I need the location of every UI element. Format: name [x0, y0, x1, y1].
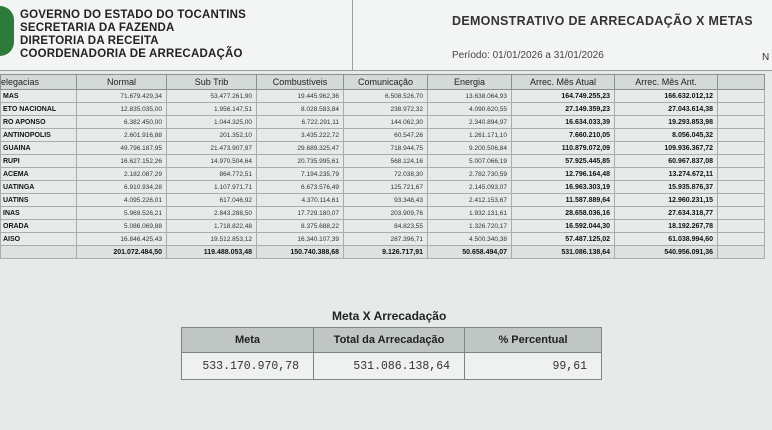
- cell-sub-trib: 21.473.907,97: [167, 142, 257, 155]
- col-header-comunicacao: Comunicação: [344, 75, 428, 90]
- cell-sub-trib: 53.477.261,90: [167, 90, 257, 103]
- cell-sub-trib: 201.352,10: [167, 129, 257, 142]
- col-header-sub-trib: Sub Trib: [167, 75, 257, 90]
- cell-arrec-mes-atual: 16.963.303,19: [512, 181, 615, 194]
- cell-arrec-mes-atual: 7.660.210,05: [512, 129, 615, 142]
- cell-combustiveis: 29.689.325,47: [257, 142, 344, 155]
- cell-energia: 2.145.093,07: [428, 181, 512, 194]
- cell-normal: 6.910.934,28: [77, 181, 167, 194]
- meta-header-meta: Meta: [182, 328, 314, 353]
- cell-arrec-mes-ant: 27.634.318,77: [615, 207, 718, 220]
- cell-normal: 2.601.916,88: [77, 129, 167, 142]
- report-header: [0, 0, 772, 71]
- cell-blank: [718, 194, 765, 207]
- cell-combustiveis: 7.194.235,79: [257, 168, 344, 181]
- cell-blank: [718, 142, 765, 155]
- organization-block: [20, 9, 246, 61]
- cell-delegacia: ANTINOPOLIS: [1, 129, 77, 142]
- total-normal: 201.072.484,50: [77, 246, 167, 259]
- cell-sub-trib: 1.718.822,48: [167, 220, 257, 233]
- total-arrec-mes-atual: 531.086.138,64: [512, 246, 615, 259]
- cell-delegacia: ETO NACIONAL: [1, 103, 77, 116]
- edge-mark: N: [762, 52, 770, 63]
- cell-sub-trib: 19.512.853,12: [167, 233, 257, 246]
- col-header-arrec-mes-ant: Arrec. Mês Ant.: [615, 75, 718, 90]
- cell-energia: 2.340.894,97: [428, 116, 512, 129]
- cell-comunicacao: 84.823,55: [344, 220, 428, 233]
- meta-header-percent: % Percentual: [465, 328, 602, 353]
- org-line-directorate: DIRETORIA DA RECEITA: [20, 35, 159, 47]
- cell-normal: 49.796.187,95: [77, 142, 167, 155]
- cell-delegacia: UATINGA: [1, 181, 77, 194]
- col-header-arrec-mes-atual: Arrec. Mês Atual: [512, 75, 615, 90]
- cell-delegacia: INAS: [1, 207, 77, 220]
- cell-comunicacao: 6.508.526,70: [344, 90, 428, 103]
- cell-arrec-mes-atual: 27.149.359,23: [512, 103, 615, 116]
- cell-combustiveis: 20.735.995,61: [257, 155, 344, 168]
- cell-arrec-mes-ant: 13.274.672,11: [615, 168, 718, 181]
- cell-normal: 16.627.152,26: [77, 155, 167, 168]
- cell-energia: 2.412.153,67: [428, 194, 512, 207]
- cell-normal: 12.835.035,00: [77, 103, 167, 116]
- table-row: [1, 168, 765, 181]
- report-title: DEMONSTRATIVO DE ARRECADAÇÃO X METAS: [452, 14, 753, 28]
- cell-combustiveis: 3.435.222,72: [257, 129, 344, 142]
- cell-normal: 6.382.450,00: [77, 116, 167, 129]
- table-row: [1, 116, 765, 129]
- total-energia: 50.658.494,07: [428, 246, 512, 259]
- col-header-delegacias: elegacias: [1, 75, 77, 90]
- cell-arrec-mes-ant: 61.038.994,60: [615, 233, 718, 246]
- cell-arrec-mes-atual: 110.879.072,09: [512, 142, 615, 155]
- percent-value: 99,61: [465, 353, 602, 380]
- meta-section-title: Meta X Arrecadação: [332, 309, 447, 323]
- cell-sub-trib: 864.772,51: [167, 168, 257, 181]
- cell-comunicacao: 568.124,16: [344, 155, 428, 168]
- cell-delegacia: UATINS: [1, 194, 77, 207]
- cell-arrec-mes-ant: 60.967.837,08: [615, 155, 718, 168]
- table-row: [1, 220, 765, 233]
- total-sub-trib: 119.488.053,48: [167, 246, 257, 259]
- cell-combustiveis: 19.445.962,36: [257, 90, 344, 103]
- cell-sub-trib: 2.843.288,50: [167, 207, 257, 220]
- cell-comunicacao: 93.348,43: [344, 194, 428, 207]
- total-blank: [718, 246, 765, 259]
- cell-combustiveis: 6.673.576,49: [257, 181, 344, 194]
- cell-delegacia: RUPI: [1, 155, 77, 168]
- cell-comunicacao: 238.972,32: [344, 103, 428, 116]
- table-row: [1, 90, 765, 103]
- cell-comunicacao: 125.721,67: [344, 181, 428, 194]
- cell-energia: 9.200.506,84: [428, 142, 512, 155]
- table-row: [1, 103, 765, 116]
- cell-blank: [718, 116, 765, 129]
- cell-combustiveis: 6.722.291,11: [257, 116, 344, 129]
- meta-value: 533.170.970,78: [182, 353, 314, 380]
- col-header-normal: Normal: [77, 75, 167, 90]
- report-period: Período: 01/01/2026 a 31/01/2026: [452, 50, 604, 61]
- cell-delegacia: MAS: [1, 90, 77, 103]
- cell-blank: [718, 168, 765, 181]
- table-row: [1, 129, 765, 142]
- cell-normal: 71.679.429,34: [77, 90, 167, 103]
- cell-blank: [718, 90, 765, 103]
- table-row: [1, 207, 765, 220]
- meta-header-total: Total da Arrecadação: [314, 328, 465, 353]
- cell-comunicacao: 144.062,30: [344, 116, 428, 129]
- cell-energia: 1.932.131,61: [428, 207, 512, 220]
- cell-combustiveis: 8.375.688,22: [257, 220, 344, 233]
- cell-blank: [718, 103, 765, 116]
- col-header-combustiveis: Combustíveis: [257, 75, 344, 90]
- meta-table: [181, 327, 602, 380]
- cell-arrec-mes-atual: 57.925.445,85: [512, 155, 615, 168]
- total-combustiveis: 150.740.388,68: [257, 246, 344, 259]
- table-row: [1, 181, 765, 194]
- cell-arrec-mes-atual: 16.634.033,39: [512, 116, 615, 129]
- cell-blank: [718, 129, 765, 142]
- table-row: [1, 194, 765, 207]
- cell-normal: 5.969.526,21: [77, 207, 167, 220]
- cell-comunicacao: 72.038,30: [344, 168, 428, 181]
- cell-normal: 2.182.087,29: [77, 168, 167, 181]
- cell-comunicacao: 287.396,71: [344, 233, 428, 246]
- total-arrec-mes-ant: 540.956.091,36: [615, 246, 718, 259]
- table-row: [1, 142, 765, 155]
- col-header-blank: [718, 75, 765, 90]
- cell-comunicacao: 60.547,26: [344, 129, 428, 142]
- total-collection-value: 531.086.138,64: [314, 353, 465, 380]
- cell-blank: [718, 207, 765, 220]
- header-divider: [352, 0, 353, 70]
- cell-arrec-mes-ant: 18.192.267,78: [615, 220, 718, 233]
- cell-arrec-mes-ant: 8.056.045,32: [615, 129, 718, 142]
- cell-combustiveis: 8.028.583,84: [257, 103, 344, 116]
- meta-value-row: [182, 353, 602, 380]
- cell-delegacia: RO APONSO: [1, 116, 77, 129]
- cell-delegacia: ACEMA: [1, 168, 77, 181]
- cell-sub-trib: 14.970.504,64: [167, 155, 257, 168]
- cell-arrec-mes-ant: 12.960.231,15: [615, 194, 718, 207]
- cell-energia: 2.782.730,59: [428, 168, 512, 181]
- cell-arrec-mes-atual: 57.487.125,02: [512, 233, 615, 246]
- cell-arrec-mes-atual: 16.592.044,30: [512, 220, 615, 233]
- table-row: [1, 155, 765, 168]
- cell-sub-trib: 1.044.325,00: [167, 116, 257, 129]
- col-header-energia: Energia: [428, 75, 512, 90]
- table-header-row: [1, 75, 765, 90]
- cell-sub-trib: 1.107.971,71: [167, 181, 257, 194]
- cell-energia: 1.326.720,17: [428, 220, 512, 233]
- cell-comunicacao: 718.944,75: [344, 142, 428, 155]
- cell-arrec-mes-atual: 12.796.164,48: [512, 168, 615, 181]
- cell-arrec-mes-ant: 19.293.853,98: [615, 116, 718, 129]
- cell-combustiveis: 17.729.180,07: [257, 207, 344, 220]
- cell-blank: [718, 155, 765, 168]
- cell-energia: 13.638.064,93: [428, 90, 512, 103]
- cell-blank: [718, 233, 765, 246]
- cell-energia: 4.090.620,55: [428, 103, 512, 116]
- cell-normal: 4.095.226,01: [77, 194, 167, 207]
- cell-energia: 4.500.340,38: [428, 233, 512, 246]
- cell-arrec-mes-ant: 15.935.876,37: [615, 181, 718, 194]
- cell-sub-trib: 617.046,92: [167, 194, 257, 207]
- org-line-coordination: COORDENADORIA DE ARRECADAÇÃO: [20, 48, 243, 60]
- cell-normal: 5.086.069,88: [77, 220, 167, 233]
- cell-delegacia: GUAINA: [1, 142, 77, 155]
- org-line-secretariat: SECRETARIA DA FAZENDA: [20, 22, 175, 34]
- cell-comunicacao: 203.909,76: [344, 207, 428, 220]
- cell-blank: [718, 181, 765, 194]
- table-row: [1, 233, 765, 246]
- cell-arrec-mes-ant: 109.936.367,72: [615, 142, 718, 155]
- cell-arrec-mes-atual: 164.749.255,23: [512, 90, 615, 103]
- org-line-government: GOVERNO DO ESTADO DO TOCANTINS: [20, 9, 247, 21]
- state-logo-icon: [0, 6, 14, 56]
- collection-table: [0, 74, 765, 259]
- cell-sub-trib: 1.956.147,51: [167, 103, 257, 116]
- meta-header-row: [182, 328, 602, 353]
- cell-arrec-mes-atual: 11.587.889,64: [512, 194, 615, 207]
- cell-arrec-mes-atual: 28.658.036,16: [512, 207, 615, 220]
- cell-combustiveis: 16.340.107,39: [257, 233, 344, 246]
- cell-energia: 1.261.171,10: [428, 129, 512, 142]
- cell-delegacia: ORADA: [1, 220, 77, 233]
- cell-delegacia: AISO: [1, 233, 77, 246]
- cell-normal: 16.846.425,43: [77, 233, 167, 246]
- cell-combustiveis: 4.370.114,61: [257, 194, 344, 207]
- total-delegacia: [1, 246, 77, 259]
- total-comunicacao: 9.126.717,91: [344, 246, 428, 259]
- cell-blank: [718, 220, 765, 233]
- table-total-row: [1, 246, 765, 259]
- cell-energia: 5.007.066,19: [428, 155, 512, 168]
- cell-arrec-mes-ant: 166.632.012,12: [615, 90, 718, 103]
- cell-arrec-mes-ant: 27.043.614,38: [615, 103, 718, 116]
